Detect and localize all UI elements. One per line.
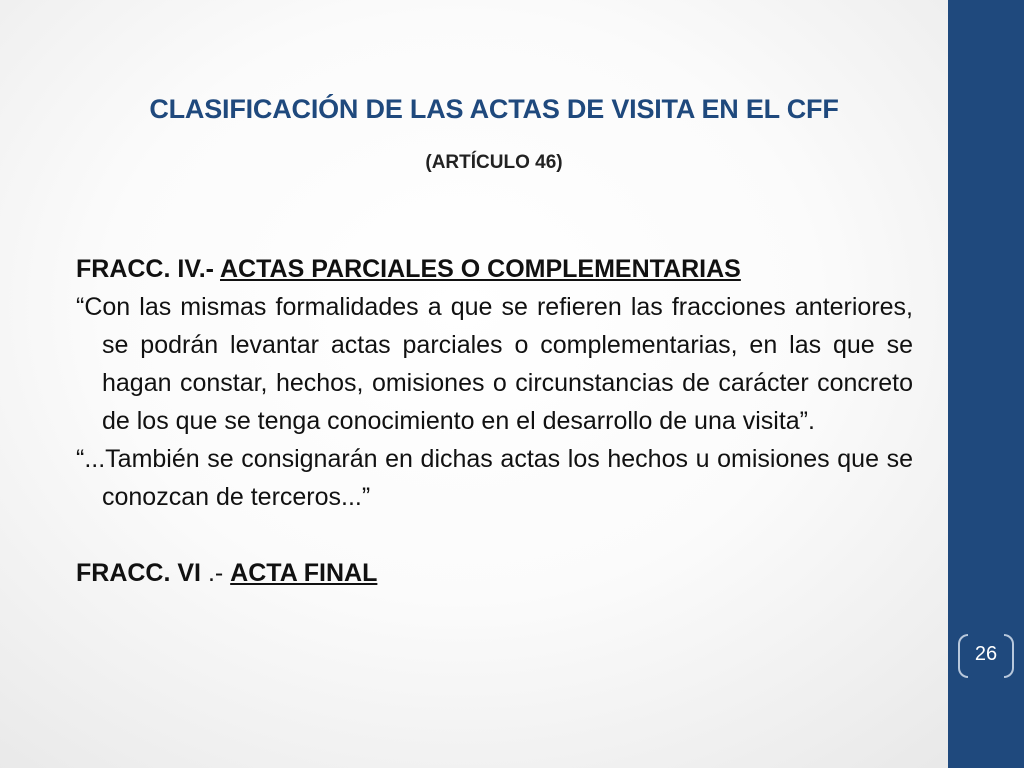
slide-title: CLASIFICACIÓN DE LAS ACTAS DE VISITA EN EL CFF <box>149 94 839 124</box>
fraction-vi-heading <box>76 554 913 592</box>
page-number: 26 <box>974 643 998 665</box>
spacer <box>76 516 913 554</box>
quote-paragraph-2: “...También se consignarán en dichas actas los hechos u omisiones que se conozcan de terceros...” <box>76 445 913 511</box>
slide-subtitle: (ARTÍCULO 46) <box>425 152 563 173</box>
fraction-vi-separator: .- <box>207 559 231 587</box>
page-number-badge <box>958 630 1014 682</box>
quote-paragraph-1: “Con las mismas formalidades a que se refieren las fracciones anteriores, se podrán levantar actas parciales o complementarias, en las que se hagan constar, hechos, omisiones o circunstancias de carácter concreto de los que se tenga conocimiento en el desarrollo de una visita”. <box>76 293 913 435</box>
fraction-iv-prefix: FRACC. IV.- <box>76 255 220 283</box>
fraction-iv-heading <box>76 250 913 288</box>
fraction-vi-prefix: FRACC. VI <box>76 559 208 587</box>
fraction-vi-label: ACTA FINAL <box>230 559 378 587</box>
slide-body <box>76 250 913 592</box>
fraction-iv-label: ACTAS PARCIALES O COMPLEMENTARIAS <box>220 255 741 283</box>
